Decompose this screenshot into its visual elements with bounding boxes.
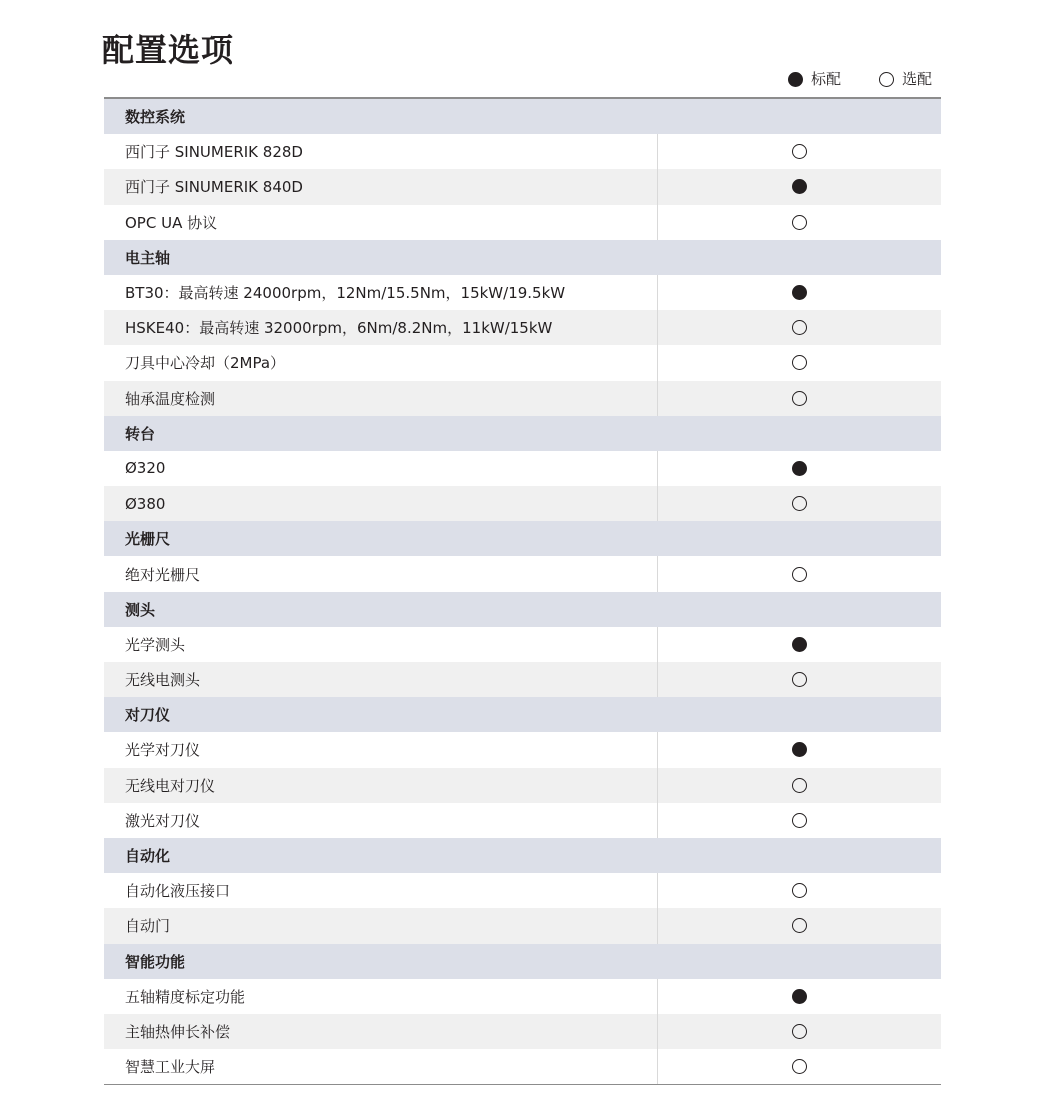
hollow-circle-icon: [792, 320, 807, 335]
table-row: [104, 908, 941, 943]
option-status-cell: [658, 1049, 941, 1084]
table-row: [104, 205, 941, 240]
table-row: [104, 732, 941, 767]
hollow-circle-icon: [792, 918, 807, 933]
option-name: 五轴精度标定功能: [104, 979, 658, 1014]
filled-circle-icon: [792, 637, 807, 652]
section-header: [104, 697, 941, 732]
option-status-cell: [658, 908, 941, 943]
filled-circle-icon: [792, 989, 807, 1004]
table-row: [104, 768, 941, 803]
hollow-circle-icon: [792, 778, 807, 793]
option-name: 西门子 SINUMERIK 828D: [104, 134, 658, 169]
hollow-circle-icon: [792, 496, 807, 511]
option-status-cell: [658, 768, 941, 803]
option-status-cell: [658, 134, 941, 169]
hollow-circle-icon: [792, 567, 807, 582]
filled-circle-icon: [792, 742, 807, 757]
option-name: Ø380: [104, 486, 658, 521]
table-row: [104, 169, 941, 204]
option-name: OPC UA 协议: [104, 205, 658, 240]
option-status-cell: [658, 1014, 941, 1049]
section-title: 转台: [125, 424, 156, 443]
option-status-cell: [658, 979, 941, 1014]
hollow-circle-icon: [792, 813, 807, 828]
table-row: [104, 275, 941, 310]
option-status-cell: [658, 169, 941, 204]
page-title: 配置选项: [102, 31, 235, 69]
table-row: [104, 345, 941, 380]
option-name: HSKE40：最高转速 32000rpm，6Nm/8.2Nm，11kW/15kW: [104, 310, 658, 345]
table-row: [104, 803, 941, 838]
option-name: 刀具中心冷却（2MPa）: [104, 345, 658, 380]
table-row: [104, 1014, 941, 1049]
hollow-circle-icon: [792, 144, 807, 159]
option-name: 激光对刀仪: [104, 803, 658, 838]
option-name: 自动门: [104, 908, 658, 943]
section-header: [104, 416, 941, 451]
hollow-circle-icon: [792, 355, 807, 370]
option-status-cell: [658, 451, 941, 486]
section-title: 电主轴: [125, 248, 171, 267]
option-status-cell: [658, 275, 941, 310]
option-status-cell: [658, 205, 941, 240]
section-header: [104, 592, 941, 627]
table-row: [104, 381, 941, 416]
filled-circle-icon: [788, 72, 803, 87]
section-title: 自动化: [125, 847, 171, 866]
option-status-cell: [658, 381, 941, 416]
section-title: 对刀仪: [125, 706, 171, 725]
filled-circle-icon: [792, 179, 807, 194]
option-status-cell: [658, 627, 941, 662]
option-name: 光学测头: [104, 627, 658, 662]
filled-circle-icon: [792, 461, 807, 476]
table-row: [104, 451, 941, 486]
section-header: [104, 944, 941, 979]
option-status-cell: [658, 662, 941, 697]
section-header: [104, 99, 941, 134]
table-row: [104, 310, 941, 345]
legend-standard-label: 标配: [811, 70, 842, 88]
option-name: 轴承温度检测: [104, 381, 658, 416]
option-status-cell: [658, 345, 941, 380]
section-title: 光栅尺: [125, 530, 171, 549]
hollow-circle-icon: [792, 391, 807, 406]
legend-standard: [788, 69, 841, 89]
legend-optional-label: 选配: [902, 70, 933, 88]
option-status-cell: [658, 732, 941, 767]
option-name: BT30：最高转速 24000rpm，12Nm/15.5Nm，15kW/19.5kW: [104, 275, 658, 310]
option-name: 自动化液压接口: [104, 873, 658, 908]
hollow-circle-icon: [792, 215, 807, 230]
table-row: [104, 1049, 941, 1084]
filled-circle-icon: [792, 285, 807, 300]
table-row: [104, 873, 941, 908]
option-name: 主轴热伸长补偿: [104, 1014, 658, 1049]
option-status-cell: [658, 556, 941, 591]
option-status-cell: [658, 310, 941, 345]
option-name: 无线电测头: [104, 662, 658, 697]
section-header: [104, 240, 941, 275]
option-name: 光学对刀仪: [104, 732, 658, 767]
hollow-circle-icon: [792, 1059, 807, 1074]
table-row: [104, 486, 941, 521]
table-row: [104, 662, 941, 697]
option-status-cell: [658, 803, 941, 838]
table-row: [104, 627, 941, 662]
section-title: 智能功能: [125, 952, 186, 971]
hollow-circle-icon: [792, 1024, 807, 1039]
option-name: Ø320: [104, 451, 658, 486]
option-status-cell: [658, 873, 941, 908]
table-row: [104, 556, 941, 591]
hollow-circle-icon: [792, 672, 807, 687]
legend-optional: [879, 69, 932, 89]
option-name: 西门子 SINUMERIK 840D: [104, 169, 658, 204]
option-status-cell: [658, 486, 941, 521]
section-header: [104, 838, 941, 873]
section-title: 数控系统: [125, 108, 186, 127]
option-name: 智慧工业大屏: [104, 1049, 658, 1084]
option-name: 无线电对刀仪: [104, 768, 658, 803]
legend: [788, 69, 932, 89]
option-name: 绝对光栅尺: [104, 556, 658, 591]
section-title: 测头: [125, 600, 156, 619]
table-row: [104, 979, 941, 1014]
hollow-circle-icon: [792, 883, 807, 898]
hollow-circle-icon: [879, 72, 894, 87]
options-table: [104, 97, 941, 1085]
table-row: [104, 134, 941, 169]
section-header: [104, 521, 941, 556]
